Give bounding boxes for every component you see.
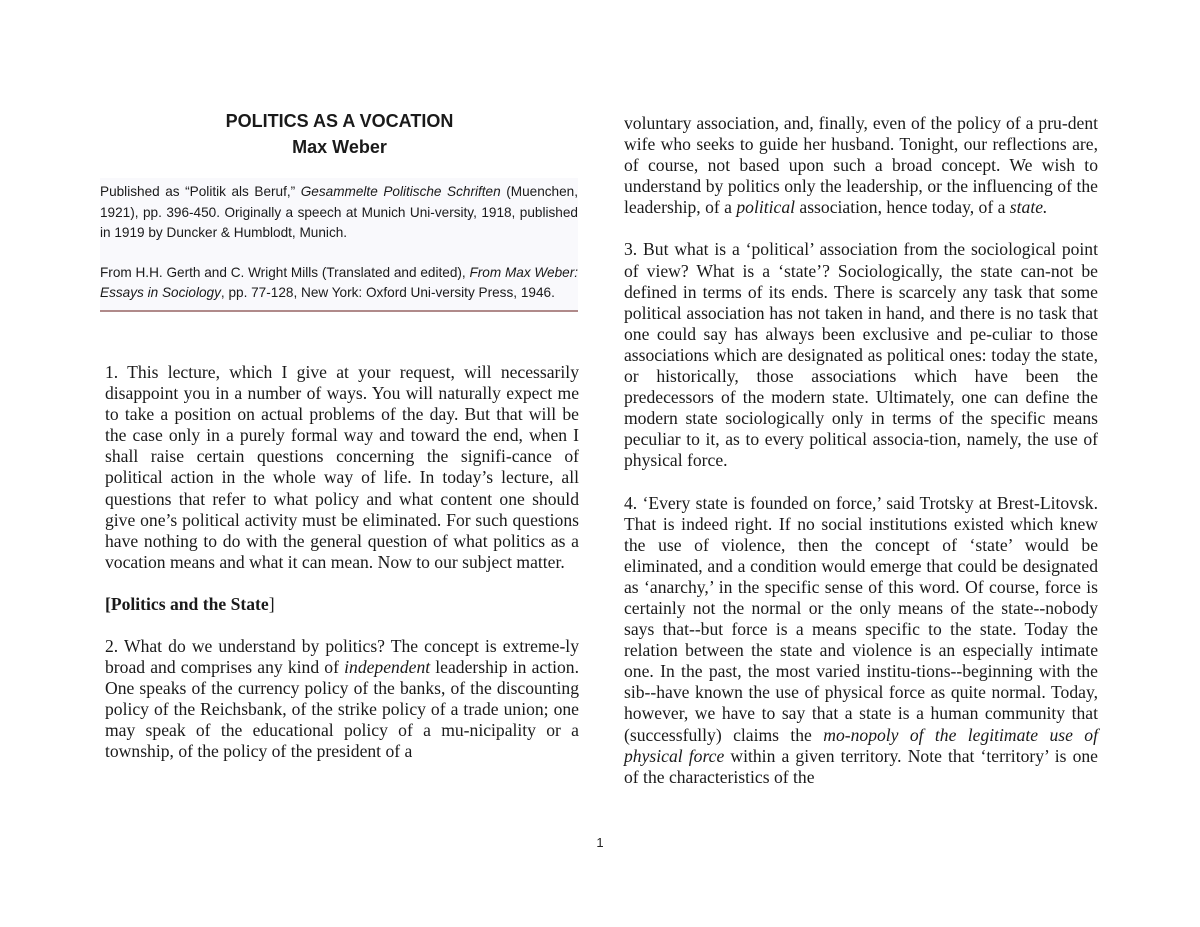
paragraph-3: 3. But what is a ‘political’ association from the sociological point of view? What is a ‘state’? Sociologically, the state can-not be defined in terms of its ends. There is scarcely any task that some political association has not taken in hand, and there is no task that one could say has always been exclusive and pe-culiar to those associations which are designated as political ones: today the state, or historically, those associations which have been the predecessors of the modern state. Ultimately, one can define the modern state sociologically only in terms of the specific means peculiar to it, as to every political associa-tion, namely, the use of physical force. (624, 239, 1098, 471)
paragraph-4-text: 4. ‘Every state is founded on force,’ said Trotsky at Brest-Litovsk. That is indeed right. If no social institutions existed which knew the use of violence, then the concept of ‘state’ would be eliminated, and a condition would emerge that could be designated as ‘anarchy,’ in the specific sense of this word. Of course, force is certainly not the normal or the only means of the state--nobody says that--but force is a means specific to the state. Today the relation between the state and violence is an especially intimate one. In the past, the most varied institu-tions--beginning with the sib--have known the use of physical force as quite normal. Today, however, we have to say that a state is a human community that (successfully) claims the (624, 492, 1098, 745)
section-heading-bracket: ] (268, 593, 275, 614)
paragraph-text: association, hence today, of a (795, 197, 1010, 218)
document-title: POLITICS AS A VOCATION (225, 111, 454, 131)
publication-note (100, 182, 578, 244)
publication-text: (Muenchen, 1921), pp. 396-450. Originally a speech at Munich Uni-versity, 1918, published in 1919 by Duncker & Humblodt, Munich. (100, 184, 579, 241)
left-column (100, 108, 579, 763)
section-heading (105, 594, 579, 615)
paragraph-2-text: 2. What do we understand by politics? The concept is extreme-ly broad and comprises any kind of (105, 636, 579, 678)
translation-text: , pp. 77-128, New York: Oxford Uni-versity Press, 1946. (220, 285, 555, 301)
paragraph-2-continued (624, 113, 1098, 218)
right-body (624, 113, 1098, 788)
publication-text: Published as “Politik als Beruf,” (100, 184, 301, 199)
paragraph-4-emphasis: mo-nopoly of the legitimate use of physical force (624, 724, 1098, 766)
paragraph-text: voluntary association, and, finally, even of the policy of a pru-dent wife who seeks to guide her husband. Tonight, our reflections are, of course, not based upon such a broad concept. We wish to understand by politics only the leadership, or the influencing of the leadership, of a (624, 113, 1098, 218)
translation-note (100, 263, 578, 304)
paragraph-4 (624, 493, 1098, 788)
paragraph-emphasis: political (736, 197, 795, 218)
section-heading-text: [Politics and the State (105, 593, 269, 614)
publication-info-box (100, 178, 578, 312)
publication-book-title: Gesammelte Politische Schriften (300, 184, 501, 199)
translation-book-title: From Max Weber: Essays in Sociology (100, 264, 578, 301)
page-number: 1 (596, 835, 604, 850)
paragraph-2-emphasis: independent (344, 657, 431, 678)
paragraph-2-text: leadership in action. One speaks of the currency policy of the banks, of the discounting policy of the Reichsbank, of the strike policy of a trade union; one may speak of the educational policy of a mu-nicipality or a township, of the policy of the president of a (105, 657, 579, 762)
translation-text: From H.H. Gerth and C. Wright Mills (Translated and edited), (100, 264, 470, 280)
left-body (105, 362, 579, 763)
right-column (624, 113, 1098, 788)
paragraph-2 (105, 636, 579, 763)
document-author: Max Weber (292, 137, 387, 157)
title-block (100, 108, 579, 160)
paragraph-1: 1. This lecture, which I give at your request, will necessarily disappoint you in a number of ways. You will naturally expect me to take a position on actual problems of the day. But that will be the case only in a purely formal way and toward the end, when I shall raise certain questions concerning the signifi-cance of political action in the whole way of life. In today’s lecture, all questions that refer to what policy and what content one should give one’s political activity must be eliminated. For such questions have nothing to do with the general question of what politics as a vocation means and what it can mean. Now to our subject matter. (105, 361, 579, 572)
paragraph-emphasis: state. (1009, 197, 1048, 218)
paragraph-4-text: within a given territory. Note that ‘territory’ is one of the characteristics of the (624, 745, 1098, 787)
